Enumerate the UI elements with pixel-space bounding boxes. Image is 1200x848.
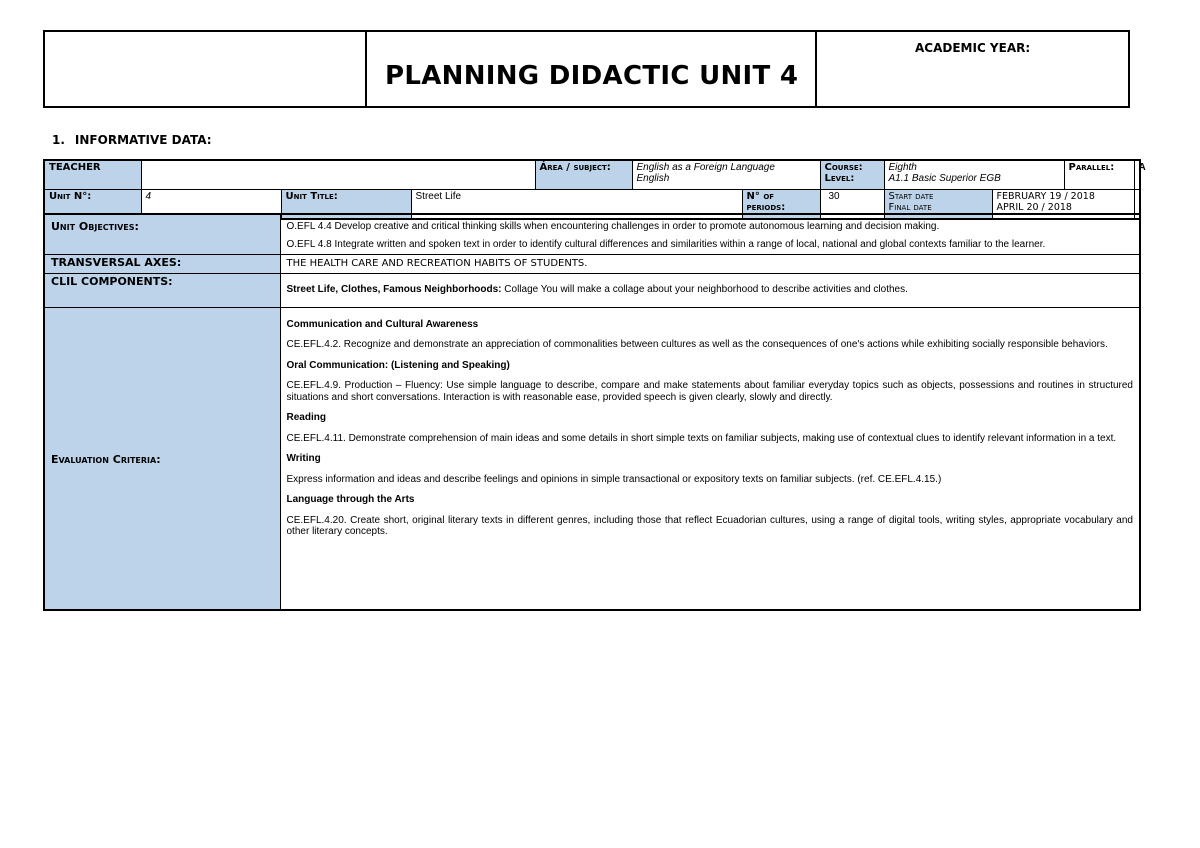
evaluation-value xyxy=(280,307,1140,610)
criterion-heading: Language through the Arts xyxy=(286,494,415,505)
objectives-value xyxy=(280,214,1140,255)
area-value-line-1: English as a Foreign Language xyxy=(636,162,775,173)
teacher-label: TEACHER xyxy=(44,160,141,190)
evaluation-label: Evaluation Criteria: xyxy=(44,307,280,610)
start-date-value: FEBRUARY 19 / 2018 xyxy=(996,191,1095,202)
clil-value xyxy=(280,273,1140,307)
section-heading xyxy=(52,133,212,147)
criterion-text: Express information and ideas and describe feelings and opinions in simple transactional or expository texts on familiar subjects. (ref. CE.EFL.4.15.) xyxy=(286,473,942,485)
transversal-row xyxy=(44,255,1140,274)
objectives-label: Unit Objectives: xyxy=(44,214,280,255)
header-title-cell xyxy=(366,31,816,107)
criterion-text: CE.EFL.4.9. Production – Fluency: Use simple language to describe, compare and make statements about familiar everyday topics such as objects, possessions and routines in structured situations and short conversations. Interaction is with reasonable ease, provided speech is given clearly, slowly and directly. xyxy=(286,380,1133,403)
area-label: Área / subject: xyxy=(535,160,632,190)
clil-label: CLIL COMPONENTS: xyxy=(44,273,280,307)
start-date-label: Start date xyxy=(888,191,934,202)
clil-row xyxy=(44,273,1140,307)
level-value: A1.1 Basic Superior EGB xyxy=(888,173,1001,184)
objective-item: O.EFL 4.8 Integrate written and spoken text in order to identify cultural differences and similarities within a range of local, national and global contexts familiar to the learner. xyxy=(286,238,1046,250)
unit-details-table xyxy=(43,213,1141,611)
criterion-text: CE.EFL.4.20. Create short, original literary texts in different genres, including those that reflect Ecuadorian cultures, using a range of digital tools, writing styles, appropriate vocabulary and other literary concepts. xyxy=(286,514,1133,537)
periods-label: N° of periods: xyxy=(742,190,820,220)
criterion-heading: Writing xyxy=(286,453,321,464)
informative-data-table xyxy=(43,159,1146,220)
area-value xyxy=(632,160,820,190)
final-date-value: APRIL 20 / 2018 xyxy=(996,202,1072,213)
criterion-heading: Reading xyxy=(286,412,326,423)
course-label: Course: xyxy=(824,162,863,173)
transversal-label: TRANSVERSAL AXES: xyxy=(44,255,280,274)
objective-item: O.EFL 4.4 Develop creative and critical thinking skills when encountering challenges in order to promote autonomous learning and decision making. xyxy=(286,221,940,232)
teacher-value xyxy=(141,160,535,190)
page-title: PLANNING DIDACTIC UNIT 4 xyxy=(385,61,799,91)
criterion-text: CE.EFL.4.11. Demonstrate comprehension of main ideas and some details in short simple texts on familiar subjects, making use of contextual clues to identify relevant information in a text. xyxy=(286,432,1117,444)
parallel-value: A xyxy=(1134,160,1140,190)
course-level-label xyxy=(820,160,884,190)
header-academic-year-cell xyxy=(816,31,1129,107)
criterion-heading: Oral Communication: (Listening and Speaking) xyxy=(286,359,510,371)
document-header xyxy=(43,30,1130,108)
teacher-row xyxy=(44,160,1140,190)
evaluation-row xyxy=(44,307,1140,610)
section-title: INFORMATIVE DATA: xyxy=(74,133,212,147)
unit-no-label: Unit N°: xyxy=(44,190,141,220)
unit-title-label: Unit Title: xyxy=(281,190,411,220)
transversal-value: THE HEALTH CARE AND RECREATION HABITS OF STUDENTS. xyxy=(280,255,1140,274)
final-date-label: Final date xyxy=(888,202,932,213)
course-value: Eighth xyxy=(888,162,917,173)
area-value-line-2: English xyxy=(636,173,670,184)
header-blank-cell xyxy=(44,31,366,107)
criterion-heading: Communication and Cultural Awareness xyxy=(286,318,479,330)
criterion-text: CE.EFL.4.2. Recognize and demonstrate an appreciation of commonalities between cultures as well as the consequences of one's actions while exhibiting socially responsible behaviors. xyxy=(286,339,1108,350)
parallel-label: Parallel: xyxy=(1064,160,1134,190)
objectives-row xyxy=(44,214,1140,255)
unit-title-value: Street Life xyxy=(411,190,742,220)
section-number: 1. xyxy=(52,133,65,147)
periods-value: 30 xyxy=(820,190,884,220)
clil-topics: Street Life, Clothes, Famous Neighborhoods: xyxy=(286,284,502,296)
level-label: Level: xyxy=(824,173,855,184)
course-level-value xyxy=(884,160,1064,190)
academic-year-label: ACADEMIC YEAR: xyxy=(915,41,1031,55)
clil-description: Collage You will make a collage about your neighborhood to describe activities and clothes. xyxy=(501,284,908,296)
unit-no-value: 4 xyxy=(141,190,281,220)
